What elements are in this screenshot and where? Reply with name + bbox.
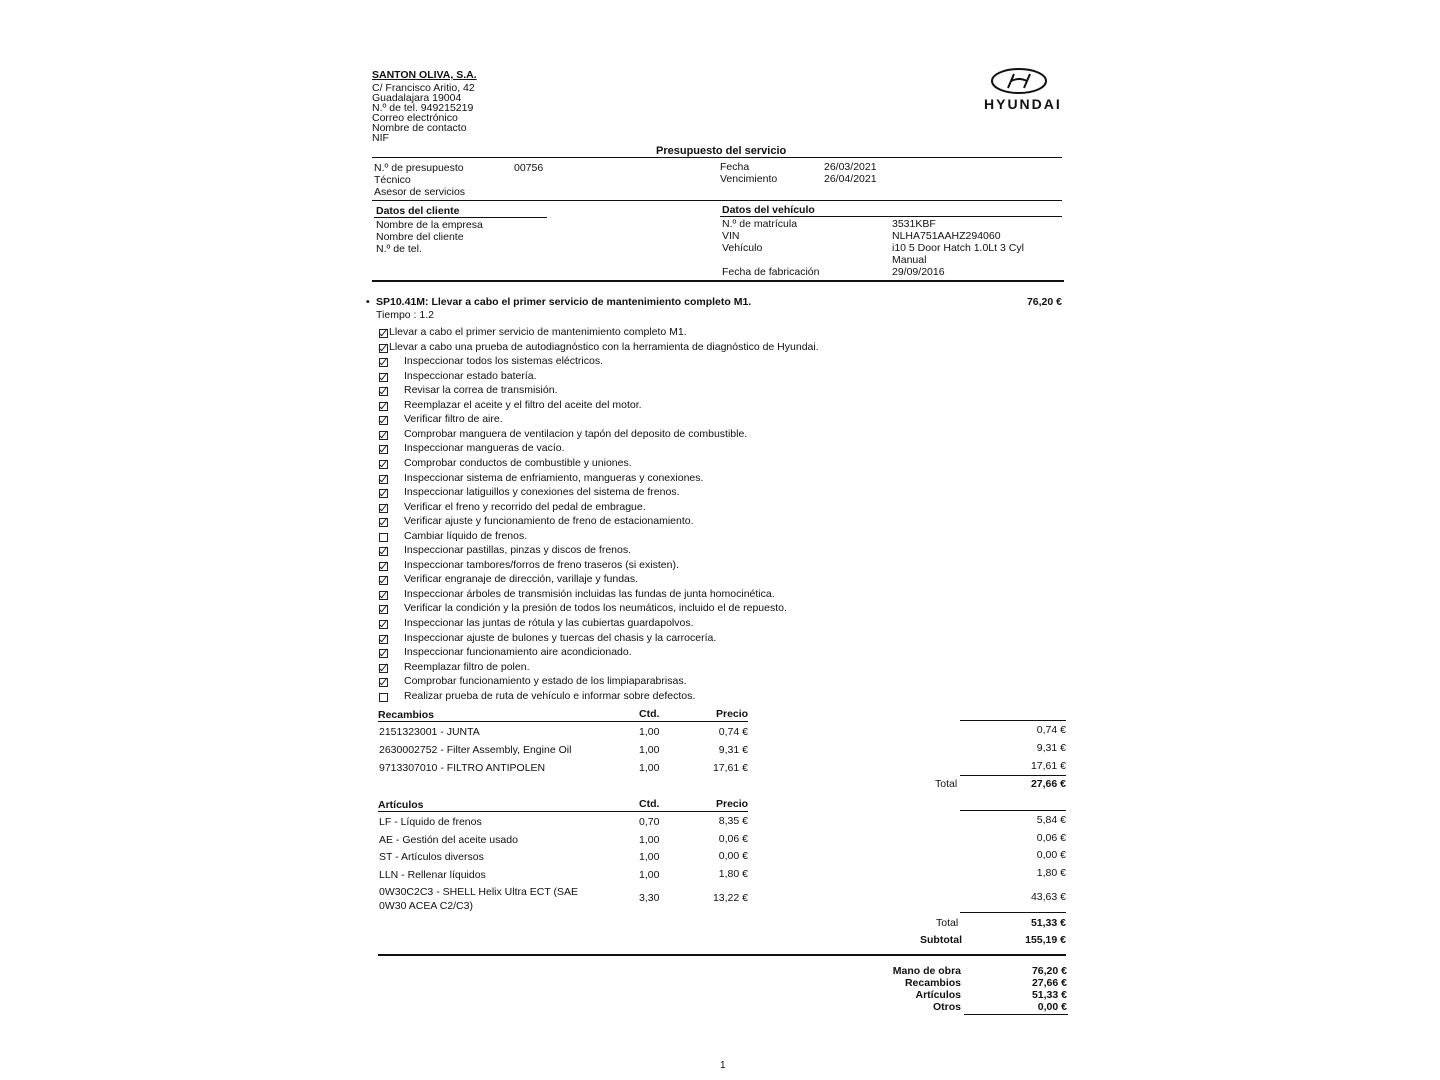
checked-box-icon — [379, 620, 388, 629]
recambio-desc: 2630002752 - Filter Assembly, Engine Oil — [379, 744, 572, 756]
summary-label: Mano de obra — [892, 965, 961, 977]
checked-box-icon — [379, 562, 388, 571]
checklist-item: Revisar la correa de transmisión. — [404, 384, 558, 397]
articulos-last-desc-1: 0W30C2C3 - SHELL Helix Ultra ECT (SAE — [379, 886, 578, 898]
company-line: Correo electrónico — [372, 112, 458, 124]
articulos-last-precio: 13,22 € — [712, 892, 748, 904]
articulos-total-value: 51,33 € — [1030, 917, 1066, 929]
divider — [372, 200, 1062, 201]
checked-box-icon — [379, 460, 388, 469]
cliente-title: Datos del cliente — [376, 205, 460, 217]
articulo-total: 5,84 € — [1036, 814, 1066, 826]
checklist-item: Verificar engranaje de dirección, varillaje y fundas. — [404, 573, 639, 586]
fecha-label: Fecha — [720, 161, 750, 173]
cliente-tel-label: N.º de tel. — [376, 243, 422, 255]
checked-box-icon — [379, 489, 388, 498]
checked-box-icon — [379, 605, 388, 614]
checked-box-icon — [379, 635, 388, 644]
articulo-desc: LLN - Rellenar líquidos — [379, 869, 486, 882]
divider — [960, 775, 1066, 776]
summary-label: Artículos — [915, 989, 961, 1001]
recambios-precio-header: Precio — [716, 708, 749, 720]
empresa-label: Nombre de la empresa — [376, 219, 483, 231]
unchecked-box-icon — [379, 533, 388, 542]
checklist-item: Comprobar manguera de ventilacion y tapón del deposito de combustible. — [404, 427, 748, 440]
checklist-item: Inspeccionar latiguillos y conexiones del sistema de frenos. — [404, 486, 680, 499]
articulos-title: Artículos — [378, 799, 424, 811]
recambios-ctd-header: Ctd. — [639, 708, 660, 720]
checked-box-icon — [379, 678, 388, 687]
checklist-item: Realizar prueba de ruta de vehículo e informar sobre defectos. — [404, 689, 696, 702]
checked-box-icon — [379, 664, 388, 673]
checklist-item: Reemplazar filtro de polen. — [404, 660, 530, 673]
articulos-ctd-header: Ctd. — [639, 798, 660, 810]
summary-value: 27,66 € — [1031, 977, 1067, 989]
articulo-precio: 0,06 € — [718, 832, 748, 845]
divider — [372, 280, 1064, 282]
recambios-total-label: Total — [935, 778, 958, 790]
company-line: NIF — [372, 132, 389, 144]
checklist-item: Llevar a cabo una prueba de autodiagnóstico con la herramienta de diagnóstico de Hyundai. — [389, 340, 819, 353]
hyundai-logo-icon — [990, 66, 1048, 96]
presupuesto-value: 00756 — [514, 162, 544, 174]
checked-box-icon — [379, 576, 388, 585]
presupuesto-label: N.º de presupuesto — [374, 162, 464, 174]
recambio-precio: 0,74 € — [718, 726, 748, 738]
checked-box-icon — [379, 649, 388, 658]
divider — [960, 810, 1066, 811]
articulo-precio: 0,00 € — [718, 850, 748, 863]
recambio-precio: 9,31 € — [718, 744, 748, 756]
checked-box-icon — [379, 591, 388, 600]
cliente-label: Nombre del cliente — [376, 231, 464, 243]
checklist-item: Inspeccionar sistema de enfriamiento, mangueras y conexiones. — [404, 471, 704, 484]
checklist-item: Inspeccionar estado batería. — [404, 369, 537, 382]
matricula-label: N.º de matrícula — [722, 218, 798, 230]
recambio-precio: 17,61 € — [712, 762, 748, 774]
service-time: Tiempo : 1.2 — [376, 309, 434, 321]
recambios-total-value: 27,66 € — [1030, 778, 1066, 790]
checklist-item: Inspeccionar funcionamiento aire acondicionado. — [404, 646, 632, 659]
summary-value: 51,33 € — [1031, 989, 1067, 1001]
divider — [372, 157, 1062, 158]
articulos-last-desc-2: 0W30 ACEA C2/C3) — [379, 900, 473, 912]
doc-title: Presupuesto del servicio — [656, 145, 787, 157]
articulo-ctd: 1,00 — [639, 869, 660, 882]
subtotal-label: Subtotal — [920, 934, 962, 946]
articulo-desc: LF - Líquido de frenos — [379, 816, 482, 828]
recambio-total: 17,61 € — [1030, 760, 1066, 772]
checked-box-icon — [379, 373, 388, 382]
checklist-item: Inspeccionar todos los sistemas eléctricos. — [404, 355, 604, 368]
checked-box-icon — [379, 344, 388, 353]
checked-box-icon — [379, 504, 388, 513]
service-price: 76,20 € — [1026, 296, 1062, 308]
subtotal-value: 155,19 € — [1025, 934, 1066, 946]
asesor-label: Asesor de servicios — [374, 186, 466, 198]
recambio-desc: 2151323001 - JUNTA — [379, 726, 480, 738]
bullet-icon: • — [366, 296, 370, 308]
checklist-item: Comprobar conductos de combustible y uniones. — [404, 456, 632, 469]
articulo-total: 0,06 € — [1036, 831, 1066, 844]
company-name: SANTON OLIVA, S.A. — [372, 69, 477, 81]
articulo-ctd: 1,00 — [639, 833, 660, 846]
divider — [374, 217, 547, 218]
checklist-item: Cambiar líquido de frenos. — [404, 529, 528, 542]
divider — [964, 1014, 1068, 1015]
divider — [378, 954, 1066, 956]
vencimiento-value: 26/04/2021 — [824, 173, 877, 185]
divider — [720, 216, 1062, 217]
vehiculo-title: Datos del vehículo — [722, 204, 815, 216]
divider — [960, 720, 1066, 721]
checklist-item: Llevar a cabo el primer servicio de mantenimiento completo M1. — [389, 326, 687, 338]
company-line: N.º de tel. 949215219 — [372, 102, 474, 114]
checklist-item: Comprobar funcionamiento y estado de los limpiaparabrisas. — [404, 675, 687, 688]
checklist-item: Inspeccionar ajuste de bulones y tuercas del chasis y la carrocería. — [404, 631, 717, 644]
checklist-item: Inspeccionar árboles de transmisión incluidas las fundas de junta homocinética. — [404, 587, 775, 600]
articulos-last-ctd: 3,30 — [639, 892, 660, 904]
articulo-total: 1,80 € — [1036, 867, 1066, 880]
checked-box-icon — [379, 329, 388, 338]
articulos-precio-header: Precio — [716, 798, 749, 810]
unchecked-box-icon — [379, 693, 388, 702]
summary-value: 76,20 € — [1031, 965, 1067, 977]
vehiculo-label: Vehículo — [722, 242, 763, 254]
articulo-desc: AE - Gestión del aceite usado — [379, 833, 518, 846]
company-line: Nombre de contacto — [372, 122, 467, 134]
recambio-ctd: 1,00 — [639, 726, 660, 738]
divider — [378, 721, 748, 722]
company-line: Guadalajara 19004 — [372, 92, 462, 104]
summary-value: 0,00 € — [1037, 1001, 1067, 1013]
vin-value: NLHA751AAHZ294060 — [892, 230, 1001, 242]
checklist-item: Verificar filtro de aire. — [404, 413, 503, 426]
vehiculo-value-1: i10 5 Door Hatch 1.0Lt 3 Cyl — [892, 242, 1024, 254]
checked-box-icon — [379, 358, 388, 367]
checked-box-icon — [379, 416, 388, 425]
recambio-desc: 9713307010 - FILTRO ANTIPOLEN — [379, 762, 546, 774]
checked-box-icon — [379, 402, 388, 411]
checked-box-icon — [379, 431, 388, 440]
articulos-last-total: 43,63 € — [1030, 891, 1066, 903]
recambio-ctd: 1,00 — [639, 762, 660, 774]
service-title: SP10.41M: Llevar a cabo el primer servicio de mantenimiento completo M1. — [376, 296, 752, 308]
recambios-title: Recambios — [378, 709, 435, 721]
checklist-item: Reemplazar el aceite y el filtro del aceite del motor. — [404, 398, 642, 411]
matricula-value: 3531KBF — [892, 218, 936, 230]
recambio-total: 0,74 € — [1036, 724, 1066, 736]
vencimiento-label: Vencimiento — [720, 173, 778, 185]
fabricacion-label: Fecha de fabricación — [722, 266, 820, 278]
articulo-desc: ST - Artículos diversos — [379, 851, 484, 864]
divider — [378, 811, 748, 812]
checklist-item: Inspeccionar pastillas, pinzas y discos de frenos. — [404, 544, 632, 557]
checked-box-icon — [379, 445, 388, 454]
checked-box-icon — [379, 547, 388, 556]
recambio-ctd: 1,00 — [639, 744, 660, 756]
checklist-item: Inspeccionar mangueras de vacío. — [404, 442, 565, 455]
articulo-ctd: 1,00 — [639, 851, 660, 864]
fecha-value: 26/03/2021 — [824, 161, 877, 173]
checklist-item: Verificar la condición y la presión de todos los neumáticos, incluido el de repuesto. — [404, 602, 787, 615]
summary-label: Recambios — [904, 977, 961, 989]
company-line: C/ Francisco Aritio, 42 — [372, 82, 475, 94]
tecnico-label: Técnico — [374, 174, 411, 186]
checklist-item: Inspeccionar las juntas de rótula y las cubiertas guardapolvos. — [404, 617, 694, 629]
articulo-precio: 1,80 € — [718, 868, 748, 881]
summary-label: Otros — [932, 1001, 961, 1013]
divider — [960, 912, 1066, 913]
checklist-item: Inspeccionar tambores/forros de freno traseros (si existen). — [404, 558, 679, 571]
brand-name: HYUNDAI — [984, 96, 1062, 112]
articulo-total: 0,00 € — [1036, 849, 1066, 862]
vehiculo-value-2: Manual — [892, 254, 927, 266]
checklist-item: Verificar ajuste y funcionamiento de freno de estacionamiento. — [404, 515, 694, 528]
checked-box-icon — [379, 387, 388, 396]
recambio-total: 9,31 € — [1036, 742, 1066, 754]
articulo-ctd: 0,70 — [639, 816, 660, 828]
articulos-total-label: Total — [936, 917, 959, 929]
checked-box-icon — [379, 475, 388, 484]
vin-label: VIN — [722, 230, 740, 242]
articulo-precio: 8,35 € — [718, 815, 748, 827]
fabricacion-value: 29/09/2016 — [892, 266, 945, 278]
checklist-item: Verificar el freno y recorrido del pedal de embrague. — [404, 500, 646, 513]
page-number: 1 — [720, 1060, 726, 1071]
checked-box-icon — [379, 518, 388, 527]
